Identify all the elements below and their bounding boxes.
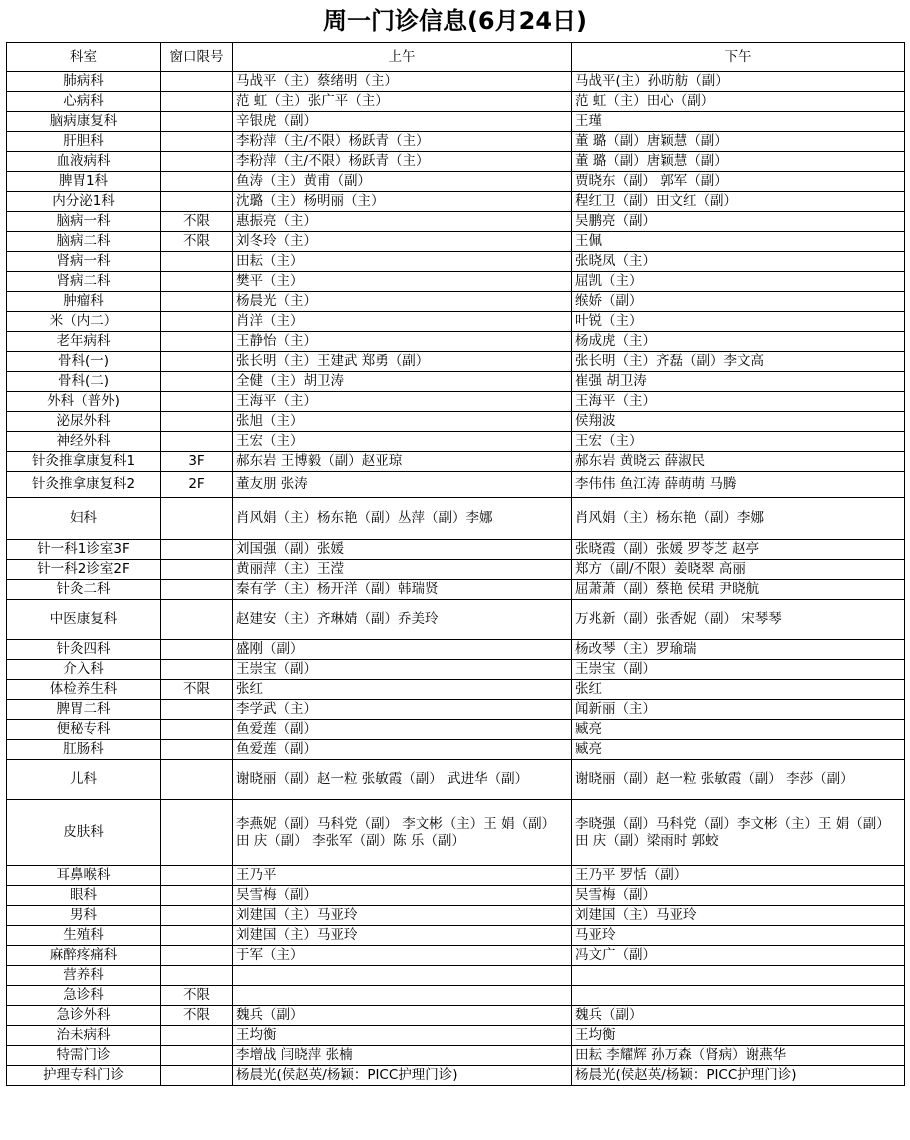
dept-cell: 介入科 <box>7 660 161 680</box>
table-row <box>7 1046 905 1066</box>
header-row <box>7 43 905 72</box>
table-row <box>7 272 905 292</box>
window-limit-cell <box>161 946 233 966</box>
table-row <box>7 886 905 906</box>
table-row <box>7 986 905 1006</box>
table-row <box>7 946 905 966</box>
table-row <box>7 1006 905 1026</box>
table-row <box>7 866 905 886</box>
morning-cell: 郝东岩 王博毅（副）赵亚琼 <box>233 452 572 472</box>
window-limit-cell: 不限 <box>161 986 233 1006</box>
dept-cell: 心病科 <box>7 92 161 112</box>
dept-cell: 神经外科 <box>7 432 161 452</box>
window-limit-cell <box>161 760 233 800</box>
afternoon-cell: 吴鹏亮（副） <box>572 212 905 232</box>
afternoon-cell: 臧亮 <box>572 720 905 740</box>
table-row <box>7 152 905 172</box>
morning-cell: 张红 <box>233 680 572 700</box>
header-afternoon: 下午 <box>572 43 905 72</box>
morning-cell: 马战平（主）蔡绪明（主） <box>233 72 572 92</box>
table-row <box>7 452 905 472</box>
table-row <box>7 498 905 540</box>
header-dept: 科室 <box>7 43 161 72</box>
dept-cell: 治未病科 <box>7 1026 161 1046</box>
morning-cell: 董友朋 张涛 <box>233 472 572 498</box>
dept-cell: 内分泌1科 <box>7 192 161 212</box>
morning-cell: 肖洋（主） <box>233 312 572 332</box>
window-limit-cell <box>161 132 233 152</box>
afternoon-cell: 程红卫（副）田文红（副） <box>572 192 905 212</box>
window-limit-cell <box>161 660 233 680</box>
afternoon-cell: 肖风娟（主）杨东艳（副）李娜 <box>572 498 905 540</box>
window-limit-cell <box>161 886 233 906</box>
afternoon-cell: 郑方（副/不限）姜晓翠 高丽 <box>572 560 905 580</box>
dept-cell: 老年病科 <box>7 332 161 352</box>
morning-cell: 鱼涛（主）黄甫（副） <box>233 172 572 192</box>
table-body <box>7 72 905 1086</box>
dept-cell: 骨科(一) <box>7 352 161 372</box>
dept-cell: 营养科 <box>7 966 161 986</box>
afternoon-cell: 王宏（主） <box>572 432 905 452</box>
table-row <box>7 72 905 92</box>
window-limit-cell <box>161 966 233 986</box>
morning-cell: 谢晓丽（副）赵一粒 张敏霞（副） 武进华（副） <box>233 760 572 800</box>
table-row <box>7 192 905 212</box>
afternoon-cell: 王瑾 <box>572 112 905 132</box>
morning-cell: 惠振亮（主） <box>233 212 572 232</box>
afternoon-cell: 屈凯（主） <box>572 272 905 292</box>
afternoon-cell: 冯文广（副） <box>572 946 905 966</box>
page-title: 周一门诊信息(6月24日) <box>322 7 588 35</box>
morning-cell: 李粉萍（主/不限）杨跃青（主） <box>233 152 572 172</box>
morning-cell: 田耘（主） <box>233 252 572 272</box>
afternoon-cell: 王乃平 罗恬（副） <box>572 866 905 886</box>
table-row <box>7 292 905 312</box>
afternoon-cell: 王均衡 <box>572 1026 905 1046</box>
afternoon-cell: 田耘 李耀辉 孙万森（肾病）谢燕华 <box>572 1046 905 1066</box>
morning-cell: 于军（主） <box>233 946 572 966</box>
morning-cell: 王均衡 <box>233 1026 572 1046</box>
morning-cell <box>233 966 572 986</box>
table-row <box>7 112 905 132</box>
morning-cell: 黄丽萍（主）王滢 <box>233 560 572 580</box>
morning-cell: 赵建安（主）齐琳婧（副）乔美玲 <box>233 600 572 640</box>
window-limit-cell <box>161 252 233 272</box>
dept-cell: 外科（普外) <box>7 392 161 412</box>
morning-cell: 李增战 闫晓萍 张楠 <box>233 1046 572 1066</box>
dept-cell: 生殖科 <box>7 926 161 946</box>
morning-cell: 王静怡（主） <box>233 332 572 352</box>
window-limit-cell <box>161 740 233 760</box>
table-row <box>7 560 905 580</box>
dept-cell: 儿科 <box>7 760 161 800</box>
window-limit-cell <box>161 700 233 720</box>
dept-cell: 脑病康复科 <box>7 112 161 132</box>
table-row <box>7 660 905 680</box>
dept-cell: 耳鼻喉科 <box>7 866 161 886</box>
morning-cell: 张旭（主） <box>233 412 572 432</box>
dept-cell: 针灸推拿康复科1 <box>7 452 161 472</box>
morning-cell: 李学武（主） <box>233 700 572 720</box>
table-row <box>7 412 905 432</box>
afternoon-cell: 崔强 胡卫涛 <box>572 372 905 392</box>
morning-cell: 张长明（主）王建武 郑勇（副） <box>233 352 572 372</box>
window-limit-cell <box>161 352 233 372</box>
table-row <box>7 332 905 352</box>
table-row <box>7 760 905 800</box>
morning-cell: 王崇宝（副） <box>233 660 572 680</box>
table-row <box>7 1026 905 1046</box>
window-limit-cell <box>161 332 233 352</box>
window-limit-cell: 3F <box>161 452 233 472</box>
morning-cell: 鱼爱莲（副） <box>233 720 572 740</box>
table-row <box>7 580 905 600</box>
morning-cell: 李燕妮（副）马科党（副） 李文彬（主）王 娟（副）田 庆（副） 李张军（副）陈 乐（副） <box>233 800 572 866</box>
morning-cell: 李粉萍（主/不限）杨跃青（主） <box>233 132 572 152</box>
header-morning: 上午 <box>233 43 572 72</box>
afternoon-cell: 万兆新（副）张香妮（副） 宋琴琴 <box>572 600 905 640</box>
morning-cell: 杨晨光（主） <box>233 292 572 312</box>
window-limit-cell <box>161 1026 233 1046</box>
afternoon-cell: 叶锐（主） <box>572 312 905 332</box>
dept-cell: 皮肤科 <box>7 800 161 866</box>
window-limit-cell <box>161 112 233 132</box>
table-row <box>7 1066 905 1086</box>
morning-cell: 肖风娟（主）杨东艳（副）丛萍（副）李娜 <box>233 498 572 540</box>
dept-cell: 针灸二科 <box>7 580 161 600</box>
afternoon-cell: 闻新丽（主） <box>572 700 905 720</box>
window-limit-cell <box>161 1046 233 1066</box>
window-limit-cell: 不限 <box>161 1006 233 1026</box>
dept-cell: 脑病一科 <box>7 212 161 232</box>
afternoon-cell: 杨晨光(侯赵英/杨颖：PICC护理门诊) <box>572 1066 905 1086</box>
morning-cell: 沈璐（主）杨明丽（主） <box>233 192 572 212</box>
afternoon-cell: 贾晓东（副） 郭军（副） <box>572 172 905 192</box>
afternoon-cell: 屈萧萧（副）蔡艳 侯珺 尹晓航 <box>572 580 905 600</box>
table-row <box>7 472 905 498</box>
morning-cell: 全健（主）胡卫涛 <box>233 372 572 392</box>
dept-cell: 急诊外科 <box>7 1006 161 1026</box>
table-row <box>7 800 905 866</box>
morning-cell: 范 虹（主）张广平（主） <box>233 92 572 112</box>
dept-cell: 血液病科 <box>7 152 161 172</box>
dept-cell: 急诊科 <box>7 986 161 1006</box>
table-row <box>7 212 905 232</box>
table-row <box>7 740 905 760</box>
header-window-limit: 窗口限号 <box>161 43 233 72</box>
table-row <box>7 540 905 560</box>
dept-cell: 脾胃1科 <box>7 172 161 192</box>
afternoon-cell: 张晓凤（主） <box>572 252 905 272</box>
window-limit-cell <box>161 392 233 412</box>
afternoon-cell: 侯翔波 <box>572 412 905 432</box>
morning-cell: 秦有学（主）杨开洋（副）韩瑞贤 <box>233 580 572 600</box>
afternoon-cell <box>572 986 905 1006</box>
dept-cell: 中医康复科 <box>7 600 161 640</box>
window-limit-cell <box>161 560 233 580</box>
window-limit-cell <box>161 600 233 640</box>
dept-cell: 针一科1诊室3F <box>7 540 161 560</box>
dept-cell: 男科 <box>7 906 161 926</box>
window-limit-cell <box>161 92 233 112</box>
table-row <box>7 232 905 252</box>
afternoon-cell: 魏兵（副） <box>572 1006 905 1026</box>
afternoon-cell: 张晓霞（副）张媛 罗苓芝 赵亭 <box>572 540 905 560</box>
window-limit-cell <box>161 272 233 292</box>
afternoon-cell: 杨改琴（主）罗瑜瑞 <box>572 640 905 660</box>
morning-cell: 刘建国（主）马亚玲 <box>233 906 572 926</box>
morning-cell: 刘建国（主）马亚玲 <box>233 926 572 946</box>
dept-cell: 骨科(二) <box>7 372 161 392</box>
window-limit-cell <box>161 580 233 600</box>
table-row <box>7 700 905 720</box>
dept-cell: 针灸推拿康复科2 <box>7 472 161 498</box>
window-limit-cell <box>161 152 233 172</box>
morning-cell: 鱼爱莲（副） <box>233 740 572 760</box>
dept-cell: 体检养生科 <box>7 680 161 700</box>
table-row <box>7 926 905 946</box>
afternoon-cell: 马战平(主）孙昉舫（副） <box>572 72 905 92</box>
dept-cell: 麻醉疼痛科 <box>7 946 161 966</box>
afternoon-cell: 吴雪梅（副） <box>572 886 905 906</box>
window-limit-cell <box>161 540 233 560</box>
table-row <box>7 172 905 192</box>
afternoon-cell <box>572 966 905 986</box>
window-limit-cell <box>161 372 233 392</box>
dept-cell: 妇科 <box>7 498 161 540</box>
afternoon-cell: 谢晓丽（副）赵一粒 张敏霞（副） 李莎（副） <box>572 760 905 800</box>
window-limit-cell <box>161 432 233 452</box>
window-limit-cell <box>161 292 233 312</box>
morning-cell: 王乃平 <box>233 866 572 886</box>
morning-cell: 盛刚（副） <box>233 640 572 660</box>
afternoon-cell: 王海平（主） <box>572 392 905 412</box>
table-row <box>7 132 905 152</box>
dept-cell: 泌尿外科 <box>7 412 161 432</box>
dept-cell: 针一科2诊室2F <box>7 560 161 580</box>
window-limit-cell: 不限 <box>161 680 233 700</box>
afternoon-cell: 张长明（主）齐磊（副）李文高 <box>572 352 905 372</box>
afternoon-cell: 李伟伟 鱼江涛 薛萌萌 马腾 <box>572 472 905 498</box>
window-limit-cell <box>161 172 233 192</box>
morning-cell: 王海平（主） <box>233 392 572 412</box>
dept-cell: 便秘专科 <box>7 720 161 740</box>
table-row <box>7 640 905 660</box>
morning-cell: 杨晨光(侯赵英/杨颖：PICC护理门诊) <box>233 1066 572 1086</box>
window-limit-cell <box>161 72 233 92</box>
window-limit-cell: 不限 <box>161 232 233 252</box>
window-limit-cell: 2F <box>161 472 233 498</box>
morning-cell: 刘国强（副）张媛 <box>233 540 572 560</box>
table-row <box>7 432 905 452</box>
dept-cell: 米（内二） <box>7 312 161 332</box>
dept-cell: 肾病一科 <box>7 252 161 272</box>
afternoon-cell: 王崇宝（副） <box>572 660 905 680</box>
table-row <box>7 252 905 272</box>
window-limit-cell <box>161 906 233 926</box>
window-limit-cell <box>161 498 233 540</box>
afternoon-cell: 范 虹（主）田心（副） <box>572 92 905 112</box>
dept-cell: 肾病二科 <box>7 272 161 292</box>
dept-cell: 眼科 <box>7 886 161 906</box>
dept-cell: 肛肠科 <box>7 740 161 760</box>
morning-cell: 吴雪梅（副） <box>233 886 572 906</box>
window-limit-cell <box>161 926 233 946</box>
dept-cell: 肺病科 <box>7 72 161 92</box>
morning-cell: 樊平（主） <box>233 272 572 292</box>
table-row <box>7 312 905 332</box>
morning-cell <box>233 986 572 1006</box>
afternoon-cell: 张红 <box>572 680 905 700</box>
dept-cell: 针灸四科 <box>7 640 161 660</box>
table-row <box>7 372 905 392</box>
dept-cell: 护理专科门诊 <box>7 1066 161 1086</box>
window-limit-cell <box>161 192 233 212</box>
window-limit-cell <box>161 720 233 740</box>
afternoon-cell: 马亚玲 <box>572 926 905 946</box>
window-limit-cell <box>161 412 233 432</box>
afternoon-cell: 董 璐（副）唐颖慧（副） <box>572 132 905 152</box>
table-row <box>7 966 905 986</box>
window-limit-cell <box>161 1066 233 1086</box>
window-limit-cell <box>161 866 233 886</box>
afternoon-cell: 董 璐（副）唐颖慧（副） <box>572 152 905 172</box>
clinic-table <box>6 42 905 1086</box>
window-limit-cell <box>161 640 233 660</box>
morning-cell: 王宏（主） <box>233 432 572 452</box>
afternoon-cell: 缑娇（副） <box>572 292 905 312</box>
dept-cell: 脑病二科 <box>7 232 161 252</box>
morning-cell: 魏兵（副） <box>233 1006 572 1026</box>
window-limit-cell <box>161 312 233 332</box>
morning-cell: 刘冬玲（主） <box>233 232 572 252</box>
table-row <box>7 392 905 412</box>
afternoon-cell: 臧亮 <box>572 740 905 760</box>
afternoon-cell: 刘建国（主）马亚玲 <box>572 906 905 926</box>
dept-cell: 肝胆科 <box>7 132 161 152</box>
window-limit-cell <box>161 800 233 866</box>
afternoon-cell: 王佩 <box>572 232 905 252</box>
afternoon-cell: 杨成虎（主） <box>572 332 905 352</box>
table-row <box>7 906 905 926</box>
morning-cell: 辛银虎（副） <box>233 112 572 132</box>
table-row <box>7 720 905 740</box>
afternoon-cell: 郝东岩 黄晓云 薛淑民 <box>572 452 905 472</box>
dept-cell: 肿瘤科 <box>7 292 161 312</box>
window-limit-cell: 不限 <box>161 212 233 232</box>
dept-cell: 脾胃二科 <box>7 700 161 720</box>
afternoon-cell: 李晓强（副）马科党（副）李文彬（主）王 娟（副）田 庆（副）梁雨时 郭蛟 <box>572 800 905 866</box>
dept-cell: 特需门诊 <box>7 1046 161 1066</box>
table-row <box>7 680 905 700</box>
table-row <box>7 92 905 112</box>
table-row <box>7 600 905 640</box>
table-row <box>7 352 905 372</box>
